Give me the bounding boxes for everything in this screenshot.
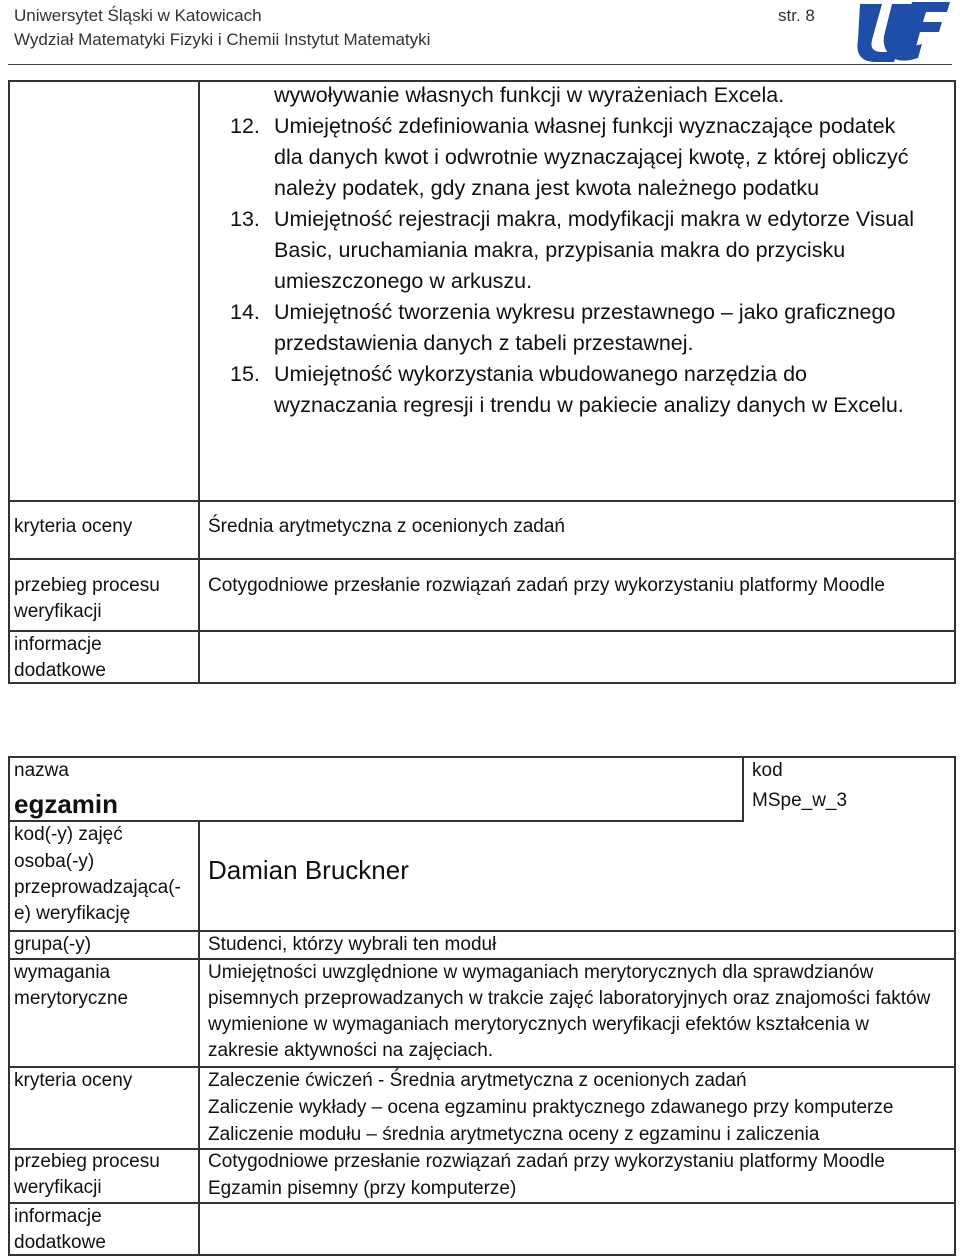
info-label: informacje dodatkowe [14, 1206, 106, 1253]
przebieg-line: Egzamin pisemny (przy komputerze) [208, 1178, 517, 1199]
column-divider [198, 820, 200, 1256]
list-item: 12. Umiejętność zdefiniowania własnej funkcji wyznaczające podatek dla danych kwot i odwrotnie wyznaczającej kwotę, z której obliczyć należy podatek, gdy znana jest kwota należnego podatku [230, 114, 909, 200]
kryteria-label: kryteria oceny [14, 516, 133, 537]
przebieg-label: przebieg procesu weryfikacji [14, 1151, 160, 1198]
grupa-label: grupa(-y) [14, 934, 92, 955]
przebieg-line: Cotygodniowe przesłanie rozwiązań zadań przy wykorzystaniu platformy Moodle [208, 1151, 885, 1172]
row-divider [8, 558, 956, 560]
osoba-value: Damian Bruckner [208, 855, 409, 885]
university-logo-icon [852, 0, 952, 66]
list-item: 14. Umiejętność tworzenia wykresu przestawnego – jako graficznego przedstawienia danych z tabeli przestawnej. [230, 300, 896, 355]
nazwa-value: egzamin [14, 789, 119, 819]
kod-label: kod [752, 760, 783, 781]
column-divider [198, 80, 200, 684]
przebieg-label: przebieg procesu weryfikacji [14, 575, 160, 622]
skills-list [230, 80, 930, 421]
header-university: Uniwersytet Śląski w Katowicach [14, 6, 262, 25]
kod-zajec-label: kod(-y) zajęć [14, 824, 123, 845]
grupa-value: Studenci, którzy wybrali ten moduł [208, 934, 497, 955]
header-rule [8, 64, 952, 65]
kryteria-line: Zaliczenie modułu – średnia arytmetyczna oceny z egzaminu i zaliczenia [208, 1124, 820, 1145]
wymagania-label: wymagania merytoryczne [14, 962, 129, 1009]
wymagania-value: Umiejętności uwzględnione w wymaganiach merytorycznych dla sprawdzianów pisemnych przeprowadzanych w trakcie zajęć laboratoryjnych oraz znajomości faktów wymienione w wymaganiach merytorycznych weryfikacji efektów kształcenia w zakresie aktywności na zajęciach. [208, 962, 931, 1061]
header-faculty: Wydział Matematyki Fizyki i Chemii Instytut Matematyki [14, 30, 431, 49]
kryteria-value: Średnia arytmetyczna z ocenionych zadań [208, 516, 565, 537]
column-divider [742, 756, 744, 822]
row-divider [8, 500, 956, 502]
osoba-label: osoba(-y) przeprowadzająca(-e) weryfikację [14, 851, 181, 924]
nazwa-label: nazwa [14, 760, 69, 781]
przebieg-value: Cotygodniowe przesłanie rozwiązań zadań przy wykorzystaniu platformy Moodle [208, 575, 885, 596]
list-item: 15. Umiejętność wykorzystania wbudowanego narzędzia do wyznaczania regresji i trendu w pakiecie analizy danych w Excelu. [230, 362, 904, 417]
kryteria-line: Zaleczenie ćwiczeń - Średnia arytmetyczna z ocenionych zadań [208, 1070, 747, 1091]
info-label: informacje dodatkowe [14, 634, 106, 681]
list-item: 13. Umiejętność rejestracji makra, modyfikacji makra w edytorze Visual Basic, uruchamiania makra, przypisania makra do przycisku umieszczonego w arkuszu. [230, 207, 915, 293]
kod-value: MSpe_w_3 [752, 790, 848, 811]
kryteria-line: Zaliczenie wykłady – ocena egzaminu praktycznego zdawanego przy komputerze [208, 1097, 894, 1118]
page-number: str. 8 [778, 6, 815, 25]
kryteria-label: kryteria oceny [14, 1070, 133, 1091]
list-continuation: wywoływanie własnych funkcji w wyrażeniach Excela. [274, 83, 785, 107]
